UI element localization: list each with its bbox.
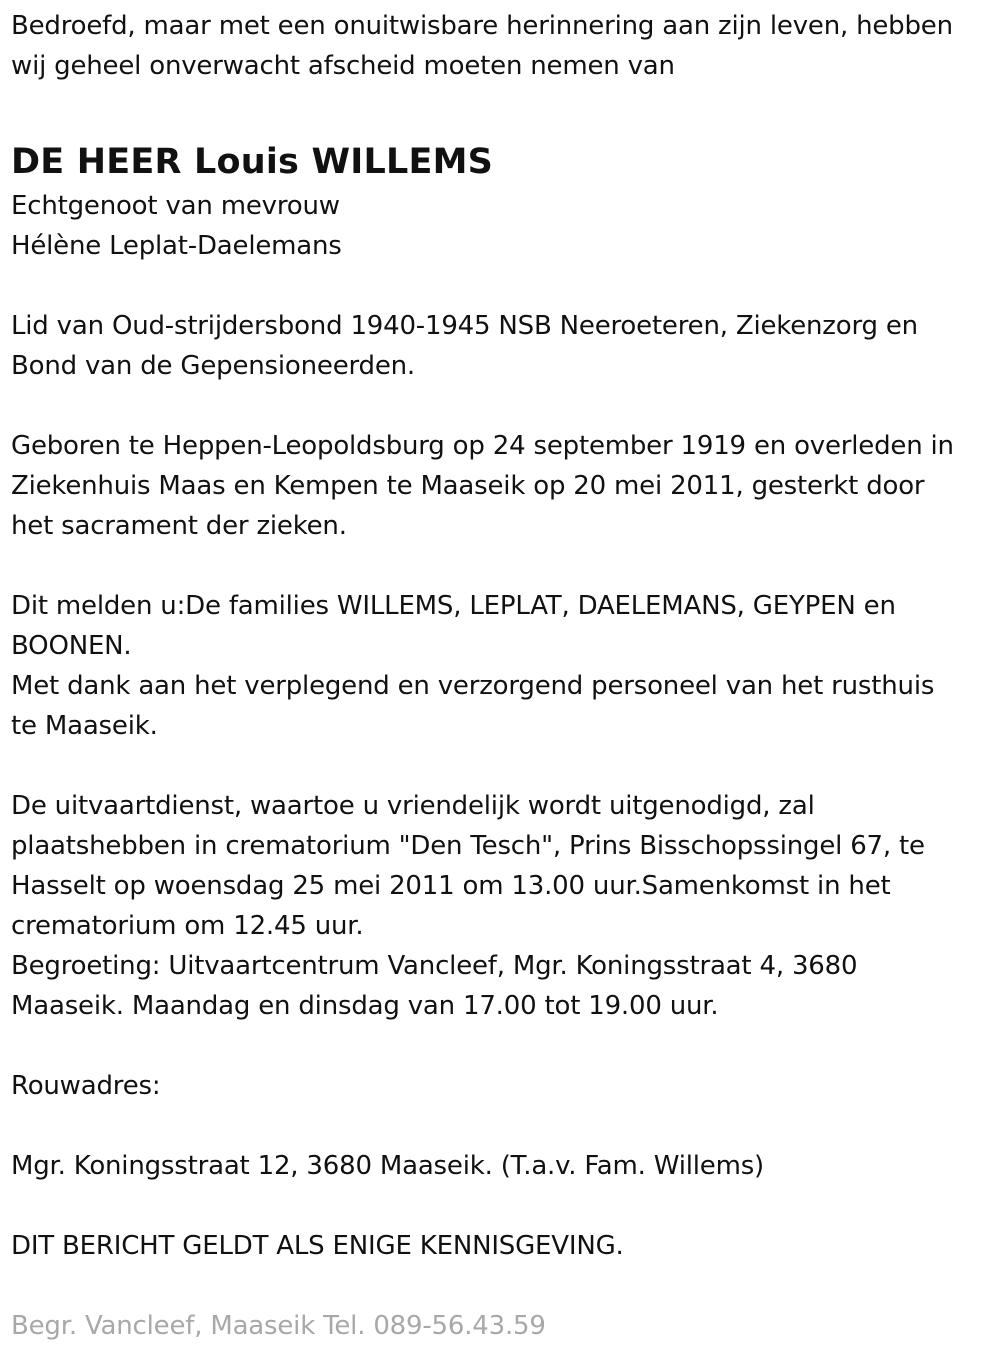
spacer — [11, 126, 988, 138]
intro-line: wij geheel onverwacht afscheid moeten nemen van — [11, 51, 675, 81]
service-line: plaatshebben in crematorium "Den Tesch", Prins Bisschopssingel 67, te — [11, 831, 925, 861]
membership-paragraph — [11, 306, 988, 386]
spacer — [11, 86, 988, 126]
spouse-name: Hélène Leplat-Daelemans — [11, 231, 342, 261]
intro-line: Bedroefd, maar met een onuitwisbare herinnering aan zijn leven, hebben — [11, 11, 953, 41]
visitation-line: Begroeting: Uitvaartcentrum Vancleef, Mgr. Koningsstraat 4, 3680 — [11, 951, 858, 981]
spacer — [11, 746, 988, 786]
footer-contact: Begr. Vancleef, Maaseik Tel. 089-56.43.59 — [11, 1311, 546, 1341]
intro-paragraph — [11, 6, 988, 86]
service-paragraph — [11, 786, 988, 1026]
mourning-address: Mgr. Koningsstraat 12, 3680 Maaseik. (T.a.v. Fam. Willems) — [11, 1151, 764, 1181]
birth-death-paragraph — [11, 426, 988, 546]
notice-line: DIT BERICHT GELDT ALS ENIGE KENNISGEVING. — [11, 1231, 624, 1261]
announcement-line: BOONEN. — [11, 631, 132, 661]
birth-death-line: het sacrament der zieken. — [11, 511, 347, 541]
spacer — [11, 546, 988, 586]
spacer — [11, 1026, 988, 1066]
membership-line: Bond van de Gepensioneerden. — [11, 351, 415, 381]
thanks-line: Met dank aan het verplegend en verzorgend personeel van het rusthuis — [11, 671, 935, 701]
visitation-line: Maaseik. Maandag en dinsdag van 17.00 tot 19.00 uur. — [11, 991, 719, 1021]
thanks-line: te Maaseik. — [11, 711, 158, 741]
spacer — [11, 1186, 988, 1226]
mourning-address-label: Rouwadres: — [11, 1071, 161, 1101]
membership-line: Lid van Oud-strijdersbond 1940-1945 NSB Neeroeteren, Ziekenzorg en — [11, 311, 918, 341]
spacer — [11, 1106, 988, 1146]
spacer — [11, 386, 988, 426]
deceased-name: DE HEER Louis WILLEMS — [11, 142, 494, 182]
announcement-paragraph — [11, 586, 988, 746]
spacer — [11, 266, 988, 306]
announcement-line: Dit melden u:De families WILLEMS, LEPLAT, DAELEMANS, GEYPEN en — [11, 591, 896, 621]
service-line: crematorium om 12.45 uur. — [11, 911, 364, 941]
birth-death-line: Geboren te Heppen-Leopoldsburg op 24 september 1919 en overleden in — [11, 431, 954, 461]
birth-death-line: Ziekenhuis Maas en Kempen te Maaseik op 20 mei 2011, gesterkt door — [11, 471, 925, 501]
deceased-section — [11, 138, 988, 266]
service-line: De uitvaartdienst, waartoe u vriendelijk wordt uitgenodigd, zal — [11, 791, 815, 821]
service-line: Hasselt op woensdag 25 mei 2011 om 13.00 uur.Samenkomst in het — [11, 871, 891, 901]
spacer — [11, 1266, 988, 1306]
spouse-line: Echtgenoot van mevrouw — [11, 191, 340, 221]
